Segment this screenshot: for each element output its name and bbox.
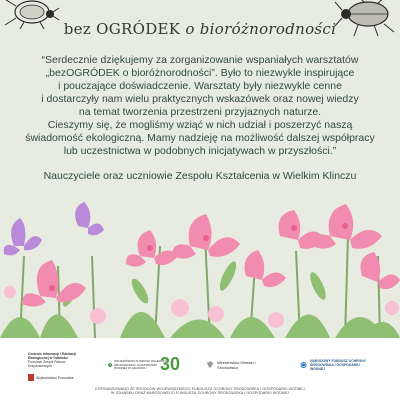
ministerstwo-logo (206, 358, 258, 371)
wfos-name: WOJEWÓDZKI FUNDUSZ OCHRONY ŚRODOWISKA I GOSPODARKI WODNEJ W GDAŃSKU (114, 359, 167, 371)
eagle-icon (206, 358, 214, 371)
nfos-globe-icon (300, 358, 307, 372)
sponsors-footer (0, 338, 400, 400)
message-line: “Serdecznie dziękujemy za zorganizowanie wspaniałych warsztatów (41, 54, 359, 66)
message-line: i pouczające doświadczenie. Warsztaty były niezwykle cenne (58, 80, 342, 92)
signature-text: Nauczyciele oraz uczniowie Zespołu Kształcenia w Wielkim Klinczu (43, 170, 357, 182)
brand-name: bez OGRÓDEK (63, 20, 181, 38)
samorzad-logo (28, 374, 80, 381)
nfos-logo (300, 358, 372, 372)
centrum-logo (28, 352, 80, 381)
title-subtitle: o bioróżnorodności (185, 20, 337, 38)
ministerstwo-name: Ministerstwo Klimatu i Środowiska (217, 359, 256, 370)
flowers-illustration (0, 196, 400, 338)
wfos-30-badge: 30 (160, 354, 181, 374)
nfos-name: NARODOWY FUNDUSZ OCHRONY ŚRODOWISKA I GOSPODARKI WODNEJ (310, 358, 366, 372)
wfos-logo (108, 360, 168, 371)
funding-note-line: W GDAŃSKU ORAZ NARODOWEGO FUNDUSZU OCHRONY ŚRODOWISKA I GOSPODARKI WODNEJ (111, 391, 289, 396)
thank-you-message (6, 54, 394, 158)
centrum-name: Centrum Informacji i Edukacji Ekologicznej w Gdańsku (28, 352, 76, 360)
page-title (0, 20, 400, 38)
message-line: Cieszymy się, że mogliśmy wziąć w nich udział i poszerzyć naszą (47, 119, 353, 131)
message-line: świadomość ekologiczną. Mamy nadzieję na możliwość dalszej współpracy (25, 132, 375, 144)
wfos-leaf-icon (108, 360, 112, 370)
message-line: lub uczestnictwa w podobnych inicjatywach w przyszłości.” (63, 145, 337, 157)
funding-note (80, 387, 320, 396)
message-line: i dostarczyły nam wielu praktycznych wskazówek oraz nowej wiedzy (41, 93, 359, 105)
samorzad-name: Województwo Pomorskie (36, 375, 74, 380)
funding-note-line: DOFINANSOWANO ZE ŚRODKÓW WOJEWÓDZKIEGO FUNDUSZU OCHRONY ŚRODOWISKA I GOSPODARKI WODNEJ (95, 387, 305, 391)
centrum-subname: Pomorski Zespół Parków Krajobrazowych (28, 360, 66, 368)
coat-of-arms-icon (28, 374, 34, 381)
message-line: „bezOGRÓDEK o bioróżnorodności”. Było to niezwykle inspirujące (45, 67, 355, 79)
message-line: na temat tworzenia przestrzeni przyjaznych naturze. (78, 106, 322, 118)
